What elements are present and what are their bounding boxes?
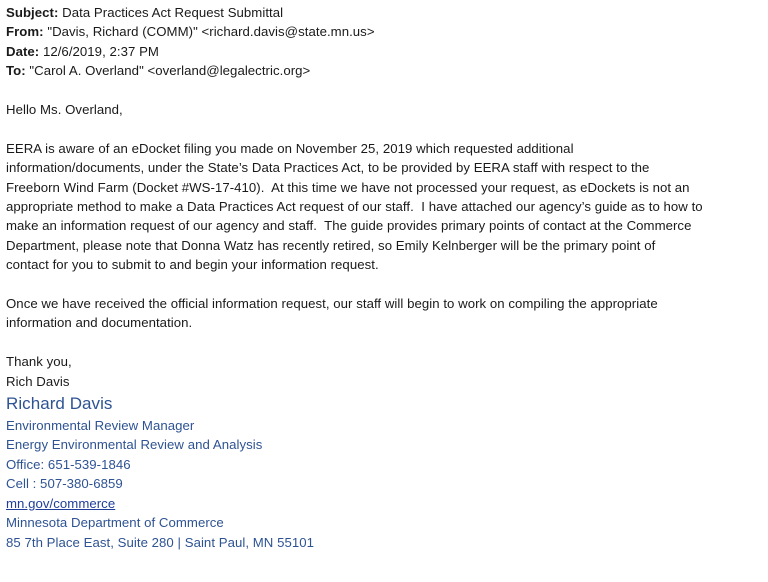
signature-website-row <box>6 494 764 513</box>
greeting: Hello Ms. Overland, <box>6 102 123 118</box>
paragraph-line: information and documentation. <box>6 315 193 331</box>
date-line <box>6 42 764 61</box>
date-text: 12/6/2019, 2:37 PM <box>42 43 159 59</box>
paragraph-line: make an information request of our agency and staff. The guide provides primary points of contact at the Commerce <box>6 218 692 234</box>
from-text: "Davis, Richard (COMM)" <richard.davis@state.mn.us> <box>47 24 375 40</box>
website-link[interactable]: mn.gov/commerce <box>6 495 116 511</box>
paragraph-line: Department, please note that Donna Watz has recently retired, so Emily Kelnberger will be the primary point of <box>6 237 656 253</box>
signature-office-phone: Office: 651-539-1846 <box>6 456 131 472</box>
paragraph-line: Once we have received the official information request, our staff will begin to work on compiling the appropriate <box>6 296 658 312</box>
to-line <box>6 61 764 80</box>
date-label: Date: <box>6 43 40 59</box>
paragraph-line: information/documents, under the State’s Data Practices Act, to be provided by EERA staff with respect to the <box>6 160 650 176</box>
to-label: To: <box>6 63 26 79</box>
paragraph-line: appropriate method to make a Data Practices Act request of our staff. I have attached our agency’s guide as to how to <box>6 199 703 215</box>
signature-cell-phone: Cell : 507-380-6859 <box>6 476 123 492</box>
signature-department: Minnesota Department of Commerce <box>6 515 224 531</box>
subject-text: Data Practices Act Request Submittal <box>62 5 284 20</box>
from-label: From: <box>6 24 44 40</box>
to-text: "Carol A. Overland" <overland@legalectric.org> <box>29 63 311 79</box>
signature-name: Richard Davis <box>6 394 113 414</box>
signature-division: Energy Environmental Review and Analysis <box>6 437 263 453</box>
signature-address: 85 7th Place East, Suite 280 | Saint Paul, MN 55101 <box>6 534 315 550</box>
paragraph-line: contact for you to submit to and begin your information request. <box>6 257 379 273</box>
closing: Thank you, <box>6 354 72 370</box>
closing-name: Rich Davis <box>6 373 70 389</box>
from-line <box>6 22 764 41</box>
signature-title: Environmental Review Manager <box>6 418 195 434</box>
email-message <box>6 3 764 552</box>
subject-label: Subject: <box>6 5 59 20</box>
paragraph-line: EERA is aware of an eDocket filing you made on November 25, 2019 which requested additional <box>6 140 574 156</box>
paragraph-2 <box>6 294 764 333</box>
paragraph-line: Freeborn Wind Farm (Docket #WS-17-410). At this time we have not processed your request, as eDockets is not an <box>6 179 690 195</box>
subject-line <box>6 3 764 22</box>
paragraph-1 <box>6 139 764 275</box>
